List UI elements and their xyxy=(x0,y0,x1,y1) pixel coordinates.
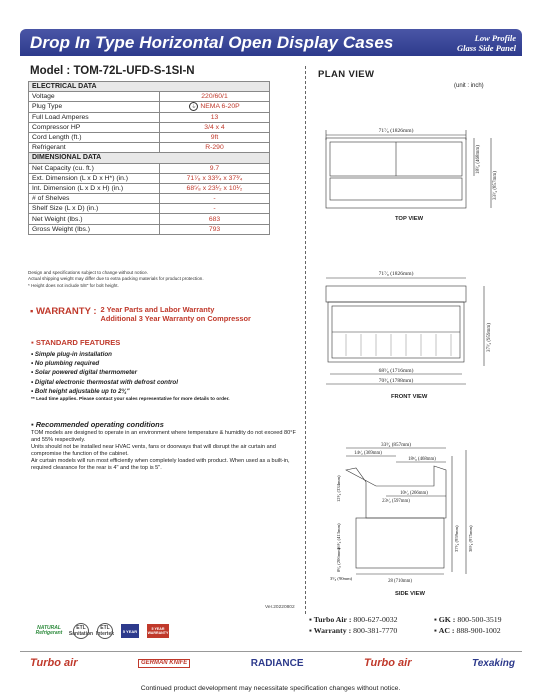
side-view-drawing xyxy=(346,448,466,574)
spec-value: 683 xyxy=(160,214,270,224)
plug-icon: ⏚ xyxy=(191,104,197,111)
footer-note: Continued product development may necessitate specification changes without notice. xyxy=(140,685,401,692)
spec-row xyxy=(29,224,270,234)
spec-value: 68⁵⁄₈ x 23¹⁄₂ x 10¹⁄₂ xyxy=(160,183,270,193)
spec-row xyxy=(29,194,270,204)
spec-value xyxy=(160,102,270,112)
spec-label: Gross Weight (lbs.) xyxy=(29,224,160,234)
warranty-block: ▪ WARRANTY : 2 Year Parts and Labor Warranty Additional 3 Year Warranty on Compressor xyxy=(30,305,251,323)
spec-label: Net Weight (lbs.) xyxy=(29,214,160,224)
spec-label: Net Capacity (cu. ft.) xyxy=(29,163,160,173)
spec-row xyxy=(29,214,270,224)
warranty-line-2: Additional 3 Year Warranty on Compressor xyxy=(100,313,251,323)
spec-row xyxy=(29,204,270,214)
version-label: Ver.20220802 xyxy=(265,605,295,610)
front-width-base-dim: 70³⁄₈ (1788mm) xyxy=(378,378,414,384)
side-d2-dim: 18³⁄₈ (468mm) xyxy=(408,457,436,462)
note-line: Design and specifications subject to change without notice. xyxy=(28,270,149,275)
spec-label: Refrigerant xyxy=(29,143,160,153)
spec-label: Ext. Dimension (L x D x H*) (in.) xyxy=(29,173,160,183)
spec-label: Compressor HP xyxy=(29,122,160,132)
features-header: STANDARD FEATURES xyxy=(35,338,121,347)
spec-value: 71⁷⁄₈ x 33³⁄₄ x 37³⁄₄ xyxy=(160,173,270,183)
spec-value: - xyxy=(160,204,270,214)
top-depth-inner-dim: 18³⁄₈ (468mm) xyxy=(476,145,481,174)
spec-label: Cord Length (ft.) xyxy=(29,132,160,142)
spec-value: 13 xyxy=(160,112,270,122)
spec-table xyxy=(28,81,270,235)
side-base-dim: 28 (710mm) xyxy=(388,579,412,584)
top-view-drawing xyxy=(326,130,491,208)
side-h2-dim: 16¹⁄₄ (413mm) xyxy=(336,523,341,550)
page-subtitle xyxy=(457,33,516,53)
certification-logos xyxy=(33,623,169,639)
side-d4-dim: 23¹⁄₂ (597mm) xyxy=(382,499,410,504)
warranty-label: WARRANTY : xyxy=(36,306,97,317)
side-h4-dim: 3⁵⁄₈ (90mm) xyxy=(330,576,353,581)
warranty-badge-icon: 5 YEAR WARRANTY xyxy=(147,624,169,638)
feature-item: • Simple plug-in installation xyxy=(31,351,112,358)
brand-divider xyxy=(20,651,522,652)
natural-refrigerant-icon: NATURAL Refrigerant xyxy=(35,625,63,636)
side-d1-dim: 14¹⁄₂ (369mm) xyxy=(354,451,382,456)
side-d3-dim: 10¹⁄₂ (266mm) xyxy=(400,491,428,496)
conditions-text: Air curtain models will run most efficiently when completely loaded with product. When used as a built-in, required clearance for the rear is 4" and the top is 5". xyxy=(31,458,290,471)
side-h-all-dim: 38³⁄₈ (975mm) xyxy=(468,525,473,552)
feature-item: • Digital electronic thermostat with defrost control xyxy=(31,378,178,386)
dimensional-header: DIMENSIONAL DATA xyxy=(29,153,270,163)
operating-conditions: ▪ Recommended operating conditions TOM models are designed to operate in an environment where temperature & humidity do not exceed 80°F and 55% respectively. Units should not be installed near HVAC vents, fans or doorways that will disrupt the air curtain and compromise the function of the cabinet. Air curtain models will run most efficiently when completely loaded with product. When used as a built-in, required clearance for the rear is 4" and the top is 5". xyxy=(31,420,301,472)
subtitle-line-2: Glass Side Panel xyxy=(456,42,516,53)
german-knife-logo: GERMAN KNIFE xyxy=(138,659,190,668)
five-year-badge-icon: 5 YEAR xyxy=(121,624,139,638)
etl-sanitation-icon: ETL Sanitation xyxy=(68,625,94,637)
note-line: Actual shipping weight may differ due to extra packing materials for product protection. xyxy=(28,276,204,282)
spec-row xyxy=(29,143,270,153)
top-depth-total-dim: 33³⁄₄ (857mm) xyxy=(493,171,498,200)
texaking-logo: Texaking xyxy=(471,657,515,669)
spec-label: # of Shelves xyxy=(29,194,160,204)
side-h1-dim: 12¹⁄₄ (334mm) xyxy=(336,475,341,502)
drawings xyxy=(306,90,521,610)
side-view-label: SIDE VIEW xyxy=(395,591,425,597)
turbo-air-logo: Turbo air xyxy=(30,657,78,669)
feature-item: • Bolt height adjustable up to 2¾" xyxy=(31,387,130,395)
contact-warranty: ▪ Warranty : 800-381-7770 xyxy=(309,626,398,635)
spec-row xyxy=(29,183,270,193)
conditions-text: Units should not be installed near HVAC vents, fans or doorways that will disrupt the air curtain and compromise the function of the cabinet. xyxy=(31,444,276,457)
front-width-top-dim: 71⁷⁄₈ (1826mm) xyxy=(378,271,414,277)
front-height-dim: 37³⁄₄ (959mm) xyxy=(487,323,492,352)
unit-label: (unit : inch) xyxy=(454,83,484,89)
side-depth-top-dim: 33³⁄₄ (857mm) xyxy=(380,442,412,448)
contact-gk: ▪ GK : 800-500-3519 xyxy=(434,615,502,624)
front-width-inner-dim: 68⁵⁄₈ (1716mm) xyxy=(378,368,414,374)
spec-value: R-290 xyxy=(160,143,270,153)
spec-value: 3/4 x 4 xyxy=(160,122,270,132)
feature-item: • No plumbing required xyxy=(31,360,100,368)
spec-row xyxy=(29,112,270,122)
electrical-header: ELECTRICAL DATA xyxy=(29,82,270,92)
warranty-line-1: 2 Year Parts and Labor Warranty xyxy=(100,305,215,314)
model-number: Model : TOM-72L-UFD-S-1SI-N xyxy=(30,65,195,77)
spec-row xyxy=(29,173,270,183)
front-view-grille xyxy=(346,334,451,356)
conditions-text: TOM models are designed to operate in an environment where temperature & humidity do not exceed 80°F and 55% respectively. xyxy=(31,430,296,443)
note-line: * Height does not include 5/8" for bolt height. xyxy=(28,282,119,288)
spec-label: Voltage xyxy=(29,92,160,102)
page-title: Drop In Type Horizontal Open Display Cases xyxy=(30,32,394,52)
spec-value: 793 xyxy=(160,224,270,234)
contact-ac: ▪ AC : 888-900-1002 xyxy=(434,626,501,635)
subtitle-line-1: Low Profile xyxy=(474,32,516,43)
spec-label: Plug Type xyxy=(29,102,160,112)
etl-intertek-icon: ETL Intertek xyxy=(95,625,115,637)
spec-value: 9.7 xyxy=(160,163,270,173)
plan-view-title: PLAN VIEW xyxy=(318,69,375,80)
spec-label: Full Load Amperes xyxy=(29,112,160,122)
feature-item: • Solar powered digital thermometer xyxy=(31,369,138,377)
conditions-header: Recommended operating conditions xyxy=(35,420,164,429)
page-header xyxy=(20,29,522,56)
brand-logos xyxy=(30,657,515,669)
spec-label: Shelf Size (L x D) (in.) xyxy=(29,204,160,214)
contact-info xyxy=(309,614,521,636)
top-view-label: TOP VIEW xyxy=(395,216,424,222)
spec-value: - xyxy=(160,194,270,204)
top-width-dim: 71⁷⁄₈ (1826mm) xyxy=(378,128,414,134)
plug-type-value: NEMA 6-20P xyxy=(200,103,240,111)
spec-row xyxy=(29,163,270,173)
radiance-logo: RADIANCE xyxy=(250,657,304,669)
standard-features: ▪ STANDARD FEATURES • Simple plug-in installation • No plumbing required • Solar powered digital thermometer • Digital electronic thermostat with defrost control • Bolt height adjustable up to 2¾" ** Lead time applies. Please contact your sales representative for more details to order. xyxy=(31,338,230,403)
contact-turbo-air: ▪ Turbo Air : 800-627-0032 xyxy=(309,615,398,624)
spec-row xyxy=(29,122,270,132)
spec-row xyxy=(29,102,270,112)
front-view-label: FRONT VIEW xyxy=(391,394,428,400)
side-h3-dim: 8¹⁄₈ (206mm) xyxy=(336,547,341,572)
spec-notes xyxy=(28,270,204,289)
spec-value: 9ft xyxy=(160,132,270,142)
turbo-air-logo-2: Turbo air xyxy=(364,657,412,669)
spec-row xyxy=(29,92,270,102)
lead-time-note: ** Lead time applies. Please contact your sales representative for more details to order. xyxy=(31,397,230,403)
side-h-total-dim: 37³⁄₄ (959mm) xyxy=(454,525,459,552)
spec-label: Int. Dimension (L x D x H) (in.) xyxy=(29,183,160,193)
spec-value: 220/60/1 xyxy=(160,92,270,102)
spec-row xyxy=(29,132,270,142)
